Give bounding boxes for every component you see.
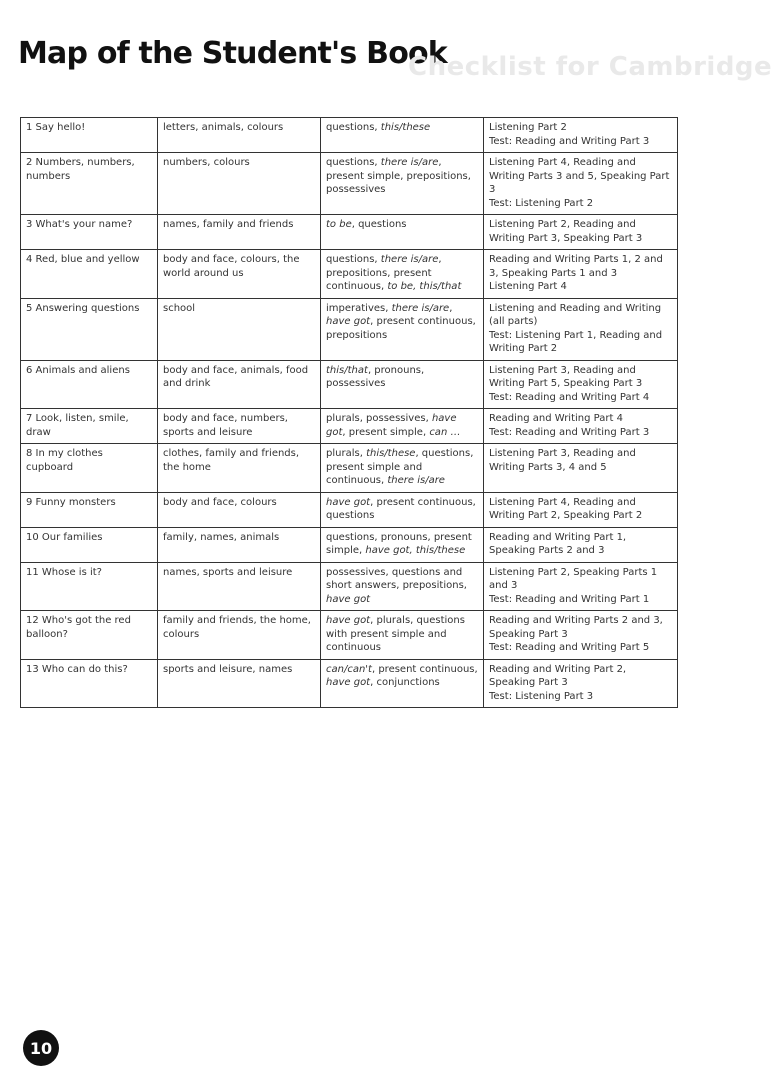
vocabulary-cell: sports and leisure, names [158,659,321,708]
grammar-text: , present continuous, prepositions [326,316,476,341]
table-row [21,118,678,153]
unit-cell [21,298,158,360]
table-row [21,611,678,660]
unit-title: 4 Red, blue and yellow [26,254,140,265]
grammar-cell [321,215,484,250]
grammar-text: , present continuous, [371,663,478,675]
table-row [21,492,678,527]
grammar-cell [321,444,484,493]
unit-title: 1 Say hello! [26,122,86,133]
unit-cell [21,444,158,493]
unit-title: 10 Our families [26,531,103,543]
exam-practice-cell [484,444,678,493]
unit-cell [21,562,158,611]
exam-practice-line: Listening Part 2, Reading and Writing Part 3, Speaking Part 3 [489,219,643,244]
grammar-text: questions, [326,122,381,133]
grammar-text: plurals, [326,448,367,459]
exam-practice-line: Test: Reading and Writing Part 3 [489,135,650,147]
exam-practice-line: Test: Reading and Writing Part 4 [489,391,650,403]
exam-practice-cell [484,659,678,708]
unit-title: 3 What's your name? [26,219,133,230]
grammar-text: , present simple, [342,426,430,438]
vocabulary-cell: letters, animals, colours [158,118,321,153]
table-row [21,444,678,493]
exam-practice-line: Test: Listening Part 2 [489,197,594,209]
exam-practice-cell [484,250,678,299]
unit-cell [21,527,158,562]
grammar-cell [321,527,484,562]
grammar-text: can … [429,426,461,438]
grammar-cell [321,298,484,360]
exam-practice-line: Reading and Writing Parts 1, 2 and 3, Speaking Parts 1 and 3 [489,254,663,279]
grammar-text: imperatives, [326,302,392,314]
unit-title: 8 In my clothes cupboard [26,448,103,473]
vocabulary-cell: family and friends, the home, colours [158,611,321,660]
unit-title: 5 Answering questions [26,302,140,314]
exam-practice-line: Test: Listening Part 3 [489,690,594,702]
unit-cell [21,611,158,660]
exam-practice-line: Listening Part 4, Reading and Writing Parts 3 and 5, Speaking Part 3 [489,157,670,195]
grammar-text: , conjunctions [370,677,440,688]
exam-practice-line: Listening Part 2, Speaking Parts 1 and 3 [489,566,658,591]
map-table-body [21,118,678,708]
grammar-text: to be [326,219,352,230]
grammar-cell [321,492,484,527]
page-number: 10 [29,1038,53,1058]
grammar-cell [321,118,484,153]
unit-title: 7 Look, listen, smile, draw [26,413,129,438]
unit-cell [21,409,158,444]
exam-practice-line: Reading and Writing Part 2, Speaking Part 3 [489,663,627,688]
grammar-text: have got [326,413,457,438]
grammar-text: this/these [366,448,416,459]
grammar-text: , pronouns, possessives [326,364,425,389]
grammar-text: this/these [380,122,431,133]
grammar-text: questions, [326,254,381,265]
vocabulary-cell: family, names, animals [158,527,321,562]
exam-practice-line: Reading and Writing Part 4 [489,413,623,424]
table-row [21,527,678,562]
unit-cell [21,215,158,250]
grammar-cell [321,562,484,611]
exam-practice-cell [484,611,678,660]
map-table [20,117,678,708]
grammar-text: have got [326,677,371,688]
vocabulary-cell: body and face, numbers, sports and leisure [158,409,321,444]
grammar-text: questions, [326,157,381,168]
vocabulary-cell: body and face, colours [158,492,321,527]
exam-practice-cell [484,153,678,215]
table-row [21,153,678,215]
grammar-text: this/that [326,364,368,376]
exam-practice-line: Reading and Writing Part 1, Speaking Parts 2 and 3 [489,531,627,556]
unit-cell [21,659,158,708]
page-title: Map of the Student's Book [18,36,447,71]
grammar-cell [321,409,484,444]
unit-title: 9 Funny monsters [26,496,116,508]
grammar-text: there is/are [380,157,439,168]
exam-practice-cell [484,562,678,611]
exam-practice-line: Listening Part 3, Reading and Writing Part 5, Speaking Part 3 [489,364,643,389]
grammar-text: , present continuous, questions [326,496,476,521]
table-row [21,215,678,250]
grammar-text: have got [326,615,371,626]
table-row [21,409,678,444]
unit-cell [21,360,158,409]
table-row [21,298,678,360]
unit-title: 6 Animals and aliens [26,364,130,376]
exam-practice-cell [484,492,678,527]
unit-cell [21,492,158,527]
exam-practice-line: Listening and Reading and Writing (all parts) [489,302,662,327]
ghost-title: Checklist for Cambridge [408,52,772,82]
grammar-text: , plurals, questions with present simple and continuous [326,615,465,653]
grammar-cell [321,659,484,708]
grammar-text: there is/are [391,302,450,314]
grammar-text: possessives, questions and short answers, prepositions, [326,566,467,591]
grammar-text: questions, pronouns, present simple, [326,531,472,556]
exam-practice-cell [484,215,678,250]
exam-practice-cell [484,360,678,409]
unit-title: 11 Whose is it? [26,566,102,578]
table-row [21,360,678,409]
grammar-cell [321,611,484,660]
unit-title: 13 Who can do this? [26,663,128,675]
unit-title: 2 Numbers, numbers, numbers [26,157,135,182]
grammar-cell [321,250,484,299]
grammar-text: , questions, present simple and continuous, [326,448,474,486]
exam-practice-line: Test: Listening Part 1, Reading and Writing Part 2 [489,329,663,354]
table-row [21,562,678,611]
page-number-badge [23,1030,59,1066]
exam-practice-line: Listening Part 3, Reading and Writing Parts 3, 4 and 5 [489,448,636,473]
unit-cell [21,118,158,153]
vocabulary-cell: names, sports and leisure [158,562,321,611]
grammar-text: there is/are [387,475,445,486]
exam-practice-line: Reading and Writing Parts 2 and 3, Speaking Part 3 [489,615,663,640]
exam-practice-line: Test: Reading and Writing Part 1 [489,593,650,605]
grammar-text: can/can't [326,663,372,675]
exam-practice-line: Listening Part 4, Reading and Writing Part 2, Speaking Part 2 [489,496,643,521]
exam-practice-line: Listening Part 2 [489,122,567,133]
exam-practice-cell [484,527,678,562]
grammar-text: to be, this/that [387,281,462,292]
vocabulary-cell: school [158,298,321,360]
grammar-text: plurals, possessives, [326,413,432,424]
exam-practice-line: Listening Part 4 [489,281,567,292]
exam-practice-line: Test: Reading and Writing Part 3 [489,426,650,438]
unit-cell [21,250,158,299]
grammar-text: have got [326,496,371,508]
grammar-cell [321,360,484,409]
grammar-text: , present simple, prepositions, possessives [326,157,471,195]
table-row [21,659,678,708]
vocabulary-cell: clothes, family and friends, the home [158,444,321,493]
grammar-text: , prepositions, present continuous, [326,254,442,292]
grammar-text: have got, this/these [365,545,466,556]
grammar-text: there is/are [380,254,439,265]
vocabulary-cell: numbers, colours [158,153,321,215]
grammar-cell [321,153,484,215]
vocabulary-cell: body and face, colours, the world around us [158,250,321,299]
grammar-text: have got [326,593,371,605]
grammar-text: , [449,302,453,314]
unit-title: 12 Who's got the red balloon? [26,615,131,640]
unit-cell [21,153,158,215]
vocabulary-cell: names, family and friends [158,215,321,250]
table-row [21,250,678,299]
exam-practice-line: Test: Reading and Writing Part 5 [489,642,650,653]
exam-practice-cell [484,118,678,153]
grammar-text: , questions [351,219,407,230]
exam-practice-cell [484,298,678,360]
vocabulary-cell: body and face, animals, food and drink [158,360,321,409]
grammar-text: have got [326,316,371,327]
exam-practice-cell [484,409,678,444]
